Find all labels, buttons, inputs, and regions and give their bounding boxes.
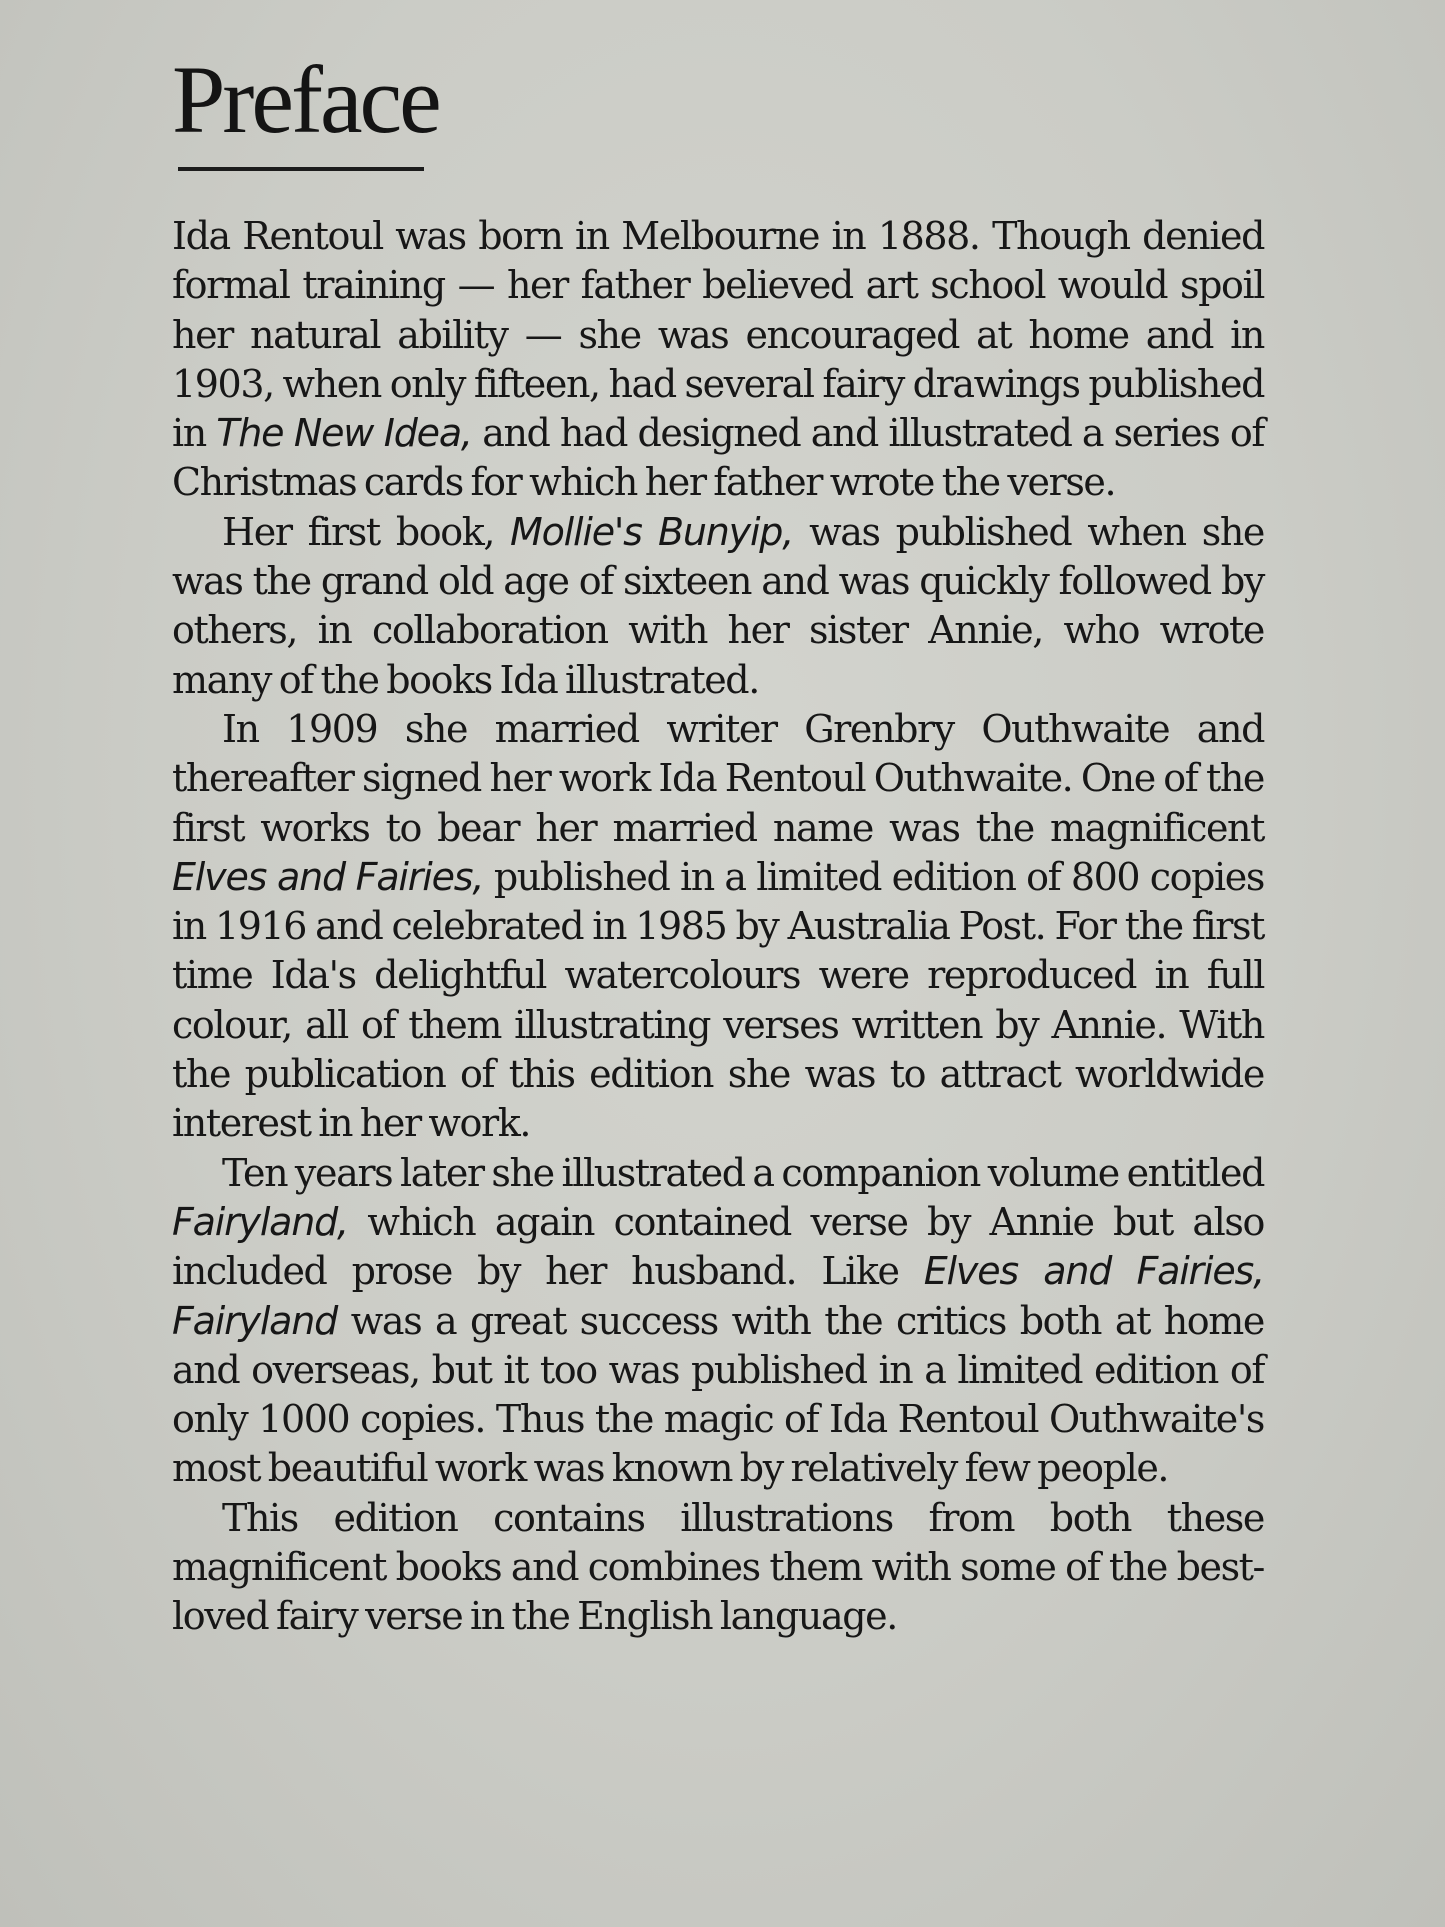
- text-run: was a great success with the critics both at home and overseas, but it too was published in a limited edition of only 1000 copies. Thus the magic of Ida Rentoul Outhwaite's most beautiful work was known by relatively few people.: [172, 1298, 1264, 1491]
- text-run: was published when she was the grand old age of sixteen and was quickly followed by others, in collaboration with her sister Annie, who wrote many of the books Ida illustrated.: [172, 509, 1264, 702]
- book-title-mollies-bunyip: Mollie's Bunyip,: [510, 509, 794, 554]
- book-title-fairyland: Fairyland,: [172, 1199, 348, 1244]
- text-run: In 1909 she married writer Grenbry Outhwaite and thereafter signed her work Ida Rentoul Outhwaite. One of the first works to bear her married name was the magnificent: [172, 706, 1264, 850]
- page-title: Preface: [172, 46, 439, 153]
- preface-body: [172, 212, 1264, 1642]
- text-run: and had designed and illustrated a series of Christmas cards for which her father wrote the verse.: [172, 411, 1264, 505]
- text-run: Ten years later she illustrated a companion volume entitled: [222, 1150, 1264, 1195]
- text-run: published in a limited edition of 800 copies in 1916 and celebrated in 1985 by Australia Post. For the first time Ida's delightful watercolours were reproduced in full colour, all of them illustrating verses written by Annie. With the publication of this edition she was to attract worldwide interest in her work.: [172, 854, 1265, 1146]
- text-run: Her first book,: [222, 509, 511, 554]
- title-underline: [178, 167, 424, 171]
- book-title-elves-and-fairies: Elves and Fairies,: [172, 854, 484, 899]
- text-run: Ida Rentoul was born in Melbourne in 1888. Though denied formal training — her father believed art school would spoil her natural ability — she was encouraged at home and in 1903, when only fifteen, had several fairy drawings published in: [172, 214, 1264, 456]
- book-title-the-new-idea: The New Idea,: [216, 411, 472, 456]
- text-run: which again contained verse by Annie but also included prose by her husband. Like: [172, 1199, 1264, 1294]
- book-title-elves-and-fairies-fairyland: Elves and Fairies, Fairyland: [172, 1249, 1264, 1343]
- paragraph-3: [172, 705, 1264, 1149]
- paragraph-4: [172, 1149, 1264, 1494]
- paragraph-1: [172, 212, 1264, 508]
- text-run: This edition contains illustrations from both these magnificent books and combines them with some of the best-loved fairy verse in the English language.: [172, 1495, 1264, 1639]
- paragraph-2: [172, 508, 1264, 705]
- paragraph-5: [172, 1494, 1264, 1642]
